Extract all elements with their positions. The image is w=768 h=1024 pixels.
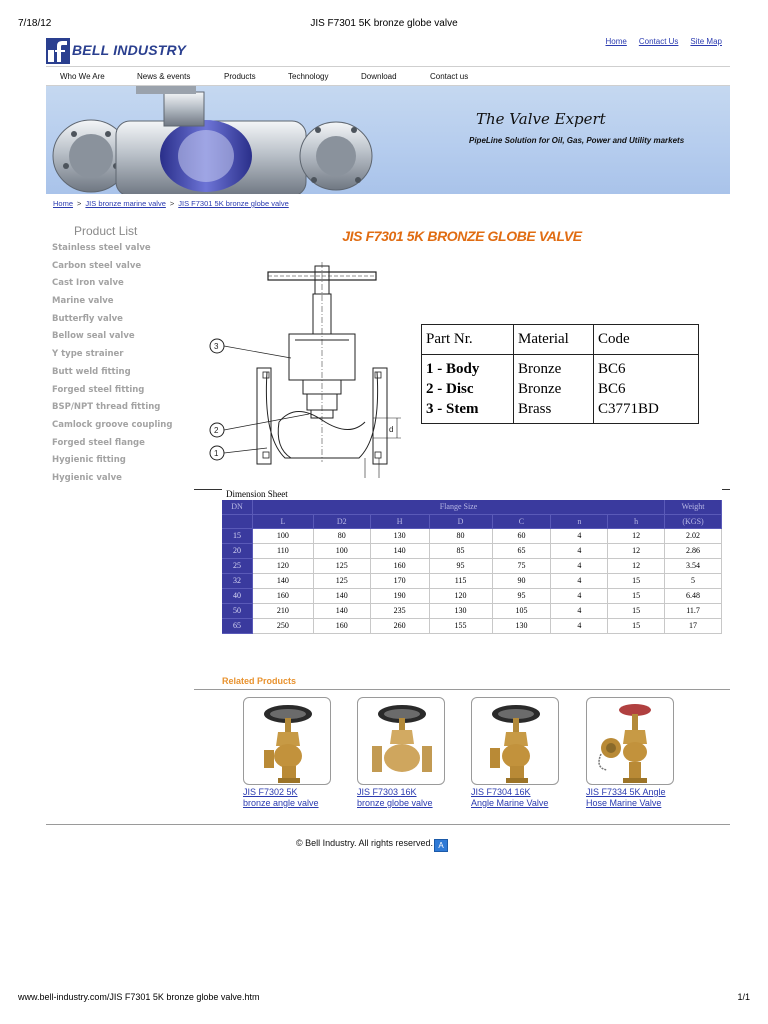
- dim-cell: 15: [608, 588, 665, 603]
- dim-cell: 100: [252, 528, 313, 543]
- dim-col-d2: D2: [313, 514, 370, 528]
- dim-cell: 105: [492, 603, 551, 618]
- dim-cell: 50: [222, 603, 252, 618]
- product-butt-weld-fitting[interactable]: Butt weld fitting: [52, 366, 131, 377]
- dim-cell: 4: [551, 588, 608, 603]
- dim-col-d: D: [429, 514, 492, 528]
- divider: [194, 489, 222, 490]
- related-product-image[interactable]: [471, 697, 559, 785]
- dim-cell: 4: [551, 528, 608, 543]
- related-product-link-line2[interactable]: bronze angle valve: [243, 798, 319, 808]
- parts-header-code: Code: [594, 325, 699, 355]
- nav-news-events[interactable]: News & events: [137, 72, 191, 81]
- print-page-number: 1/1: [737, 992, 750, 1002]
- dim-cell: 125: [313, 558, 370, 573]
- print-title: JIS F7301 5K bronze globe valve: [310, 18, 458, 29]
- bell-industry-logo[interactable]: [46, 38, 206, 64]
- dim-col-h-bolt: h: [608, 514, 665, 528]
- dim-cell: 130: [492, 618, 551, 633]
- angle-marine-valve-photo: [472, 698, 559, 785]
- dim-cell: 5: [665, 573, 722, 588]
- parts-header-part: Part Nr.: [422, 325, 514, 355]
- page-title: JIS F7301 5K BRONZE GLOBE VALVE: [342, 228, 582, 244]
- product-carbon-steel-valve[interactable]: Carbon steel valve: [52, 260, 142, 271]
- dim-cell: 4: [551, 573, 608, 588]
- dimension-row: [222, 558, 722, 573]
- dim-cell: 15: [608, 573, 665, 588]
- globe-valve-drawing: [205, 262, 415, 487]
- part-material: Bronze: [514, 379, 594, 399]
- bell-logo-icon: [46, 38, 70, 64]
- dim-cell: 15: [222, 528, 252, 543]
- related-product-link-line1[interactable]: JIS F7302 5K: [243, 787, 298, 797]
- dimension-sheet-label: Dimension Sheet: [226, 489, 288, 499]
- dim-col-n: n: [551, 514, 608, 528]
- nav-technology[interactable]: Technology: [288, 72, 329, 81]
- print-header: [18, 18, 750, 32]
- top-links: [594, 37, 723, 46]
- print-url: www.bell-industry.com/JIS F7301 5K bronze globe valve.htm: [18, 992, 260, 1002]
- dim-cell: 32: [222, 573, 252, 588]
- dim-col-l: L: [252, 514, 313, 528]
- dim-header-weight-unit: (KGS): [665, 514, 722, 528]
- site-map-link[interactable]: Site Map: [690, 37, 722, 46]
- dim-cell: 12: [608, 543, 665, 558]
- dim-cell: 6.48: [665, 588, 722, 603]
- dim-cell: 130: [429, 603, 492, 618]
- breadcrumb-current-page[interactable]: JIS F7301 5K bronze globe valve: [178, 199, 289, 208]
- related-product-link-line2[interactable]: Angle Marine Valve: [471, 798, 549, 808]
- product-butterfly-valve[interactable]: Butterfly valve: [52, 313, 123, 324]
- dimension-row: [222, 603, 722, 618]
- dim-cell: 60: [492, 528, 551, 543]
- dim-cell: 140: [313, 603, 370, 618]
- product-y-type-strainer[interactable]: Y type strainer: [52, 349, 124, 360]
- part-material: Brass: [514, 399, 594, 424]
- nav-products[interactable]: Products: [224, 72, 256, 81]
- parts-row: [422, 399, 699, 424]
- dim-cell: 4: [551, 603, 608, 618]
- hero-banner: [46, 86, 730, 194]
- dim-label-d: d: [389, 425, 394, 434]
- part-name: 1 - Body: [422, 355, 514, 380]
- dim-cell: 160: [370, 558, 429, 573]
- product-list-heading: Product List: [74, 224, 138, 238]
- main-nav: [46, 66, 730, 86]
- dim-cell: 11.7: [665, 603, 722, 618]
- breadcrumb-jis-bronze-marine-valve[interactable]: JIS bronze marine valve: [85, 199, 166, 208]
- callout-2: 2: [214, 426, 219, 435]
- copyright-text: © Bell Industry. All rights reserved.: [296, 838, 434, 848]
- callout-1: 1: [214, 449, 219, 458]
- parts-row: [422, 379, 699, 399]
- dim-header-flange-size: Flange Size: [252, 500, 664, 514]
- dim-cell: 140: [313, 588, 370, 603]
- globe-valve-photo: [358, 698, 445, 785]
- related-product-link-line2[interactable]: Hose Marine Valve: [586, 798, 662, 808]
- dim-cell: 250: [252, 618, 313, 633]
- dim-cell: 4: [551, 558, 608, 573]
- related-product-link-line2[interactable]: bronze globe valve: [357, 798, 433, 808]
- divider: [722, 489, 730, 490]
- dim-cell: 90: [492, 573, 551, 588]
- dimension-sheet-table: [222, 500, 722, 634]
- dim-cell: 80: [313, 528, 370, 543]
- dim-cell: 115: [429, 573, 492, 588]
- part-code: BC6: [594, 355, 699, 380]
- dim-cell: 260: [370, 618, 429, 633]
- banner-tagline: The Valve Expert: [476, 110, 606, 128]
- dimension-header-row: [222, 500, 722, 514]
- dim-cell: 3.54: [665, 558, 722, 573]
- dim-header-weight: Weight: [665, 500, 722, 514]
- part-name: 2 - Disc: [422, 379, 514, 399]
- dim-cell: 120: [429, 588, 492, 603]
- product-list-sidebar: [52, 224, 192, 488]
- product-hygienic-valve[interactable]: Hygienic valve: [52, 472, 122, 483]
- breadcrumb-separator: >: [169, 199, 175, 208]
- dim-header-blank: [222, 514, 252, 528]
- dim-cell: 15: [608, 603, 665, 618]
- dim-header-dn: DN: [222, 500, 252, 514]
- dim-cell: 2.86: [665, 543, 722, 558]
- product-forged-steel-fitting[interactable]: Forged steel fitting: [52, 384, 145, 395]
- angle-valve-photo: [244, 698, 331, 785]
- hose-marine-valve-photo: [587, 698, 674, 785]
- dimension-row: [222, 528, 722, 543]
- related-product-image[interactable]: [586, 697, 674, 785]
- product-bellow-seal-valve[interactable]: Bellow seal valve: [52, 331, 135, 342]
- dim-cell: 20: [222, 543, 252, 558]
- product-cast-iron-valve[interactable]: Cast Iron valve: [52, 278, 124, 289]
- divider: [194, 689, 730, 690]
- product-hygienic-fitting[interactable]: Hygienic fitting: [52, 455, 126, 466]
- dimension-row: [222, 618, 722, 633]
- home-link[interactable]: Home: [605, 37, 627, 46]
- product-marine-valve[interactable]: Marine valve: [52, 296, 114, 307]
- divider: [46, 824, 730, 825]
- parts-table: [421, 324, 699, 424]
- dim-cell: 140: [370, 543, 429, 558]
- dimension-row: [222, 543, 722, 558]
- dim-cell: 65: [222, 618, 252, 633]
- related-product-image[interactable]: [357, 697, 445, 785]
- accessibility-icon[interactable]: A: [434, 839, 448, 852]
- dim-col-h: H: [370, 514, 429, 528]
- dimension-row: [222, 588, 722, 603]
- ball-valve-illustration: [46, 86, 376, 194]
- nav-contact-us[interactable]: Contact us: [430, 72, 469, 81]
- dim-cell: 4: [551, 543, 608, 558]
- related-product-card: [586, 697, 706, 809]
- dim-cell: 80: [429, 528, 492, 543]
- part-code: BC6: [594, 379, 699, 399]
- product-stainless-steel-valve[interactable]: Stainless steel valve: [52, 243, 151, 253]
- dimension-subheader-row: [222, 514, 722, 528]
- dim-cell: 110: [252, 543, 313, 558]
- part-material: Bronze: [514, 355, 594, 380]
- dim-cell: 17: [665, 618, 722, 633]
- dim-col-c: C: [492, 514, 551, 528]
- related-products-heading: Related Products: [222, 676, 297, 686]
- product-bsp-npt-thread-fitting[interactable]: BSP/NPT thread fitting: [52, 402, 161, 413]
- product-camlock-groove-coupling[interactable]: Camlock groove coupling: [52, 419, 173, 430]
- dim-cell: 170: [370, 573, 429, 588]
- dim-cell: 2.02: [665, 528, 722, 543]
- related-product-link-line1[interactable]: JIS F7334 5K Angle: [586, 787, 666, 797]
- dim-cell: 85: [429, 543, 492, 558]
- parts-table-header: [422, 325, 699, 355]
- part-name: 3 - Stem: [422, 399, 514, 424]
- banner-subtitle: PipeLine Solution for Oil, Gas, Power and Utility markets: [469, 136, 685, 145]
- parts-header-material: Material: [514, 325, 594, 355]
- dim-cell: 40: [222, 588, 252, 603]
- dim-cell: 12: [608, 528, 665, 543]
- related-product-card: [471, 697, 591, 809]
- dimension-row: [222, 573, 722, 588]
- dim-cell: 75: [492, 558, 551, 573]
- breadcrumb: [53, 199, 289, 208]
- dim-cell: 95: [429, 558, 492, 573]
- parts-row: [422, 355, 699, 380]
- related-product-card: [243, 697, 363, 809]
- nav-who-we-are[interactable]: Who We Are: [60, 72, 105, 81]
- brand-name: BELL INDUSTRY: [72, 42, 187, 58]
- related-product-link-line1[interactable]: JIS F7304 16K: [471, 787, 531, 797]
- contact-us-link[interactable]: Contact Us: [638, 37, 679, 46]
- related-product-image[interactable]: [243, 697, 331, 785]
- dim-cell: 120: [252, 558, 313, 573]
- related-product-link-line1[interactable]: JIS F7303 16K: [357, 787, 417, 797]
- dim-cell: 100: [313, 543, 370, 558]
- related-product-card: [357, 697, 477, 809]
- breadcrumb-separator: >: [77, 199, 82, 208]
- nav-download[interactable]: Download: [361, 72, 397, 81]
- dim-cell: 160: [313, 618, 370, 633]
- dim-cell: 190: [370, 588, 429, 603]
- dim-cell: 25: [222, 558, 252, 573]
- dim-cell: 140: [252, 573, 313, 588]
- dim-cell: 155: [429, 618, 492, 633]
- dim-cell: 235: [370, 603, 429, 618]
- dim-cell: 4: [551, 618, 608, 633]
- dim-cell: 95: [492, 588, 551, 603]
- dim-cell: 130: [370, 528, 429, 543]
- callout-3: 3: [214, 342, 219, 351]
- part-code: C3771BD: [594, 399, 699, 424]
- dim-cell: 210: [252, 603, 313, 618]
- copyright: [296, 838, 448, 852]
- print-date: 7/18/12: [18, 18, 52, 29]
- product-forged-steel-flange[interactable]: Forged steel flange: [52, 437, 145, 448]
- dim-cell: 12: [608, 558, 665, 573]
- breadcrumb-home[interactable]: Home: [53, 199, 74, 208]
- dim-cell: 160: [252, 588, 313, 603]
- dim-cell: 15: [608, 618, 665, 633]
- dim-cell: 65: [492, 543, 551, 558]
- dim-cell: 125: [313, 573, 370, 588]
